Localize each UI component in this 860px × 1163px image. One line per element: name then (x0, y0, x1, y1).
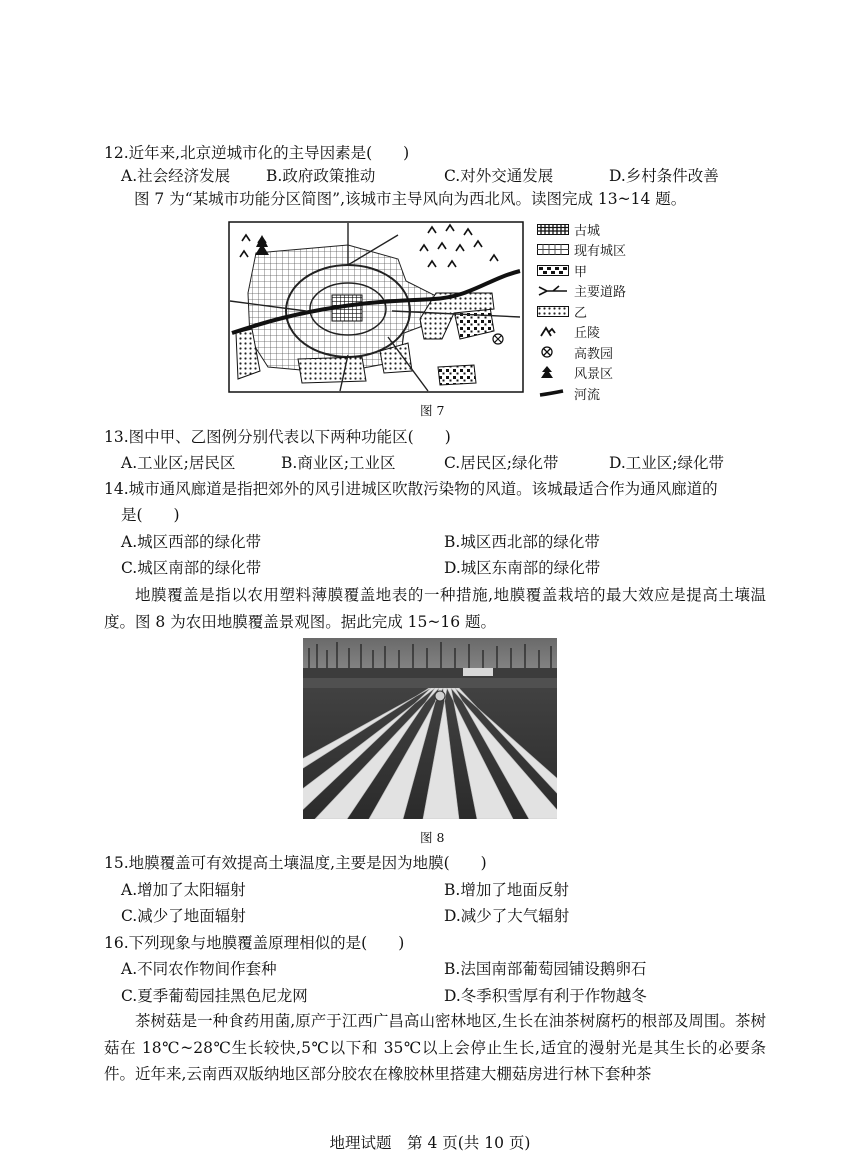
hill-icon (537, 326, 569, 337)
q14-option-d: D.城区东南部的绿化带 (444, 559, 601, 577)
legend-label: 高教园 (574, 346, 614, 362)
q14-stem: 14.城市通风廊道是指把郊外的风引进城区吹散污染物的风道。该城最适合作为通风廊道的 (104, 480, 718, 498)
legend-item (537, 342, 657, 363)
legend-label: 风景区 (574, 367, 614, 383)
main-road-symbol (537, 285, 569, 296)
q12-option-c: C.对外交通发展 (444, 167, 554, 185)
legend-item (537, 363, 657, 384)
jia-symbol (537, 265, 569, 276)
intro-tea-mushroom: 茶树菇是一种食药用菌,原产于江西广昌高山密林地区,生长在油茶树腐朽的根部及周围。茶树菇在 18℃~28℃生长较快,5℃以下和 35℃以上会停止生长,适宜的漫射光是其生长的必要条件。近年来,云南西双版纳地区部分胶农在橡胶林里搭建大棚菇房进行林下套种茶 (104, 1012, 766, 1083)
q16-stem: 16.下列现象与地膜覆盖原理相似的是( ) (104, 934, 405, 952)
legend-item (537, 219, 657, 240)
figure-8-caption: 图 8 (420, 830, 445, 845)
legend-item (537, 240, 657, 261)
legend-label: 乙 (574, 305, 588, 321)
legend-item (537, 322, 657, 343)
q12-option-a: A.社会经济发展 (121, 167, 231, 185)
q15-option-b: B.增加了地面反射 (444, 881, 569, 899)
q12-option-d: D.乡村条件改善 (609, 167, 719, 185)
q15-option-d: D.减少了大气辐射 (444, 907, 570, 925)
q16-option-b: B.法国南部葡萄园铺设鹅卵石 (444, 960, 647, 978)
q12-stem: 12.近年来,北京逆城市化的主导因素是( ) (104, 144, 410, 162)
q12-option-b: B.政府政策推动 (266, 167, 376, 185)
figure-8-film-mulching-photo (303, 638, 557, 819)
urban-area-symbol (537, 244, 569, 255)
old-city-symbol (537, 224, 569, 235)
scenic-area-icon (537, 366, 569, 379)
legend-label: 古城 (574, 223, 601, 239)
q14-option-c: C.城区南部的绿化带 (121, 559, 262, 577)
q13-option-c: C.居民区;绿化带 (444, 454, 559, 472)
q14-option-a: A.城区西部的绿化带 (121, 533, 262, 551)
q13-stem: 13.图中甲、乙图例分别代表以下两种功能区( ) (104, 428, 451, 446)
q15-stem: 15.地膜覆盖可有效提高土壤温度,主要是因为地膜( ) (104, 854, 487, 872)
q16-option-d: D.冬季积雪厚有利于作物越冬 (444, 987, 647, 1005)
legend-label: 主要道路 (574, 285, 627, 301)
legend-item (537, 383, 657, 404)
yi-symbol (537, 306, 569, 317)
legend-item (537, 301, 657, 322)
education-park-icon (537, 346, 569, 358)
figure-7-city-map (228, 221, 524, 393)
intro-13-14: 图 7 为“某城市功能分区简图”,该城市主导风向为西北风。读图完成 13~14 题。 (134, 190, 687, 208)
q16-option-c: C.夏季葡萄园挂黑色尼龙网 (121, 987, 308, 1005)
q14-stem-cont: 是( ) (121, 506, 180, 524)
river-symbol (537, 388, 569, 399)
legend-label: 现有城区 (574, 244, 627, 260)
q15-option-a: A.增加了太阳辐射 (121, 881, 246, 899)
q13-option-d: D.工业区;绿化带 (609, 454, 725, 472)
legend-item (537, 260, 657, 281)
q15-option-c: C.减少了地面辐射 (121, 907, 246, 925)
legend-label: 丘陵 (574, 326, 601, 342)
q14-option-b: B.城区西北部的绿化带 (444, 533, 600, 551)
q13-option-b: B.商业区;工业区 (281, 454, 396, 472)
legend-label: 河流 (574, 387, 601, 403)
page-footer: 地理试题 第 4 页(共 10 页) (329, 1134, 531, 1152)
q13-option-a: A.工业区;居民区 (121, 454, 236, 472)
figure-7-caption: 图 7 (420, 403, 445, 418)
legend-item (537, 281, 657, 302)
figure-7-legend (537, 219, 657, 404)
legend-label: 甲 (574, 264, 588, 280)
q16-option-a: A.不同农作物间作套种 (121, 960, 277, 978)
intro-15-16: 地膜覆盖是指以农用塑料薄膜覆盖地表的一种措施,地膜覆盖栽培的最大效应是提高土壤温度。图 8 为农田地膜覆盖景观图。据此完成 15~16 题。 (104, 586, 766, 631)
